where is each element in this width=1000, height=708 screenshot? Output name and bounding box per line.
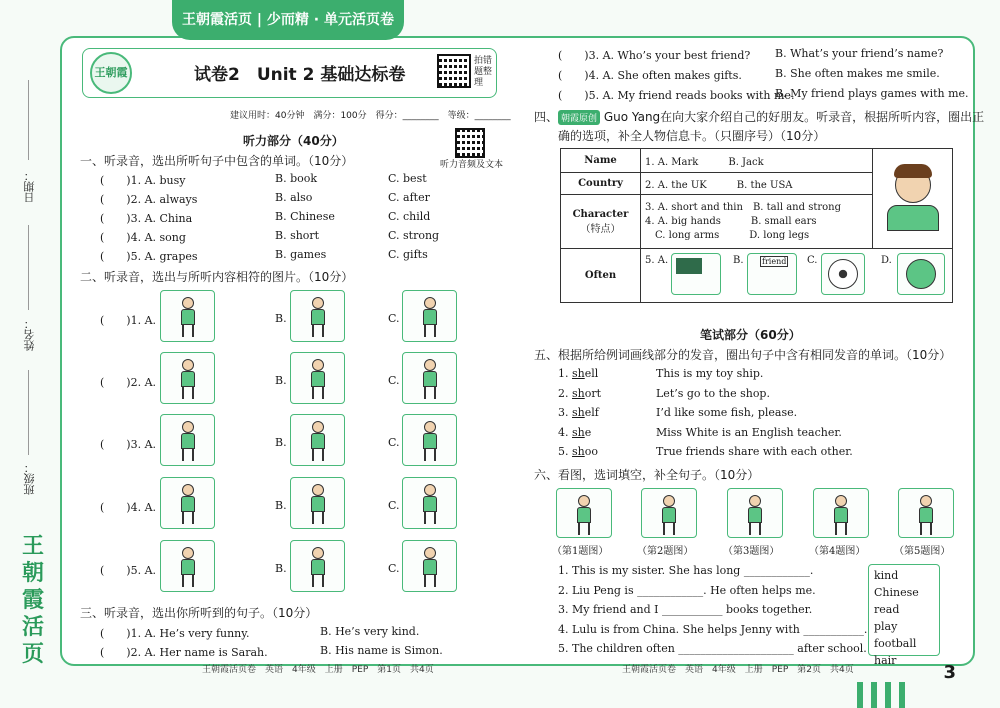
s1-q5-a[interactable]: ( )5. A. grapes: [100, 250, 198, 263]
country-options[interactable]: 2. A. the UK B. the USA: [641, 173, 873, 195]
s6-sentence-1[interactable]: 1. This is my sister. She has long ____________.: [558, 564, 814, 577]
word-hair[interactable]: hair: [874, 654, 897, 667]
qr-code-icon[interactable]: [437, 54, 471, 88]
name-options[interactable]: 1. A. Mark B. Jack: [641, 149, 873, 173]
child-figure-icon: [181, 359, 195, 399]
s2-q1-label-c: C.: [388, 312, 400, 325]
child-figure-icon: [919, 495, 933, 535]
s3-q2-b[interactable]: B. His name is Simon.: [320, 644, 443, 657]
decorative-stripes: [857, 682, 917, 708]
s2-q4-picture-b[interactable]: [290, 477, 345, 529]
s6-sentence-5[interactable]: 5. The children often _____________________ after school.: [558, 642, 867, 655]
s1-q2-c[interactable]: C. after: [388, 191, 430, 204]
child-figure-icon: [311, 297, 325, 337]
s2-q2-label-a: ( )2. A.: [100, 376, 157, 389]
s3-q4-a[interactable]: ( )4. A. She often makes gifts.: [558, 69, 742, 82]
football-icon: [828, 259, 858, 289]
s2-q1-picture-b[interactable]: [290, 290, 345, 342]
child-figure-icon: [181, 484, 195, 524]
s5-sentence-4[interactable]: Miss White is an English teacher.: [656, 425, 842, 439]
s2-q4-label-b: B.: [275, 499, 287, 512]
s1-q4-a[interactable]: ( )4. A. song: [100, 231, 186, 244]
side-class-line: [28, 370, 29, 455]
s3-q5-a[interactable]: ( )5. A. My friend reads books with me.: [558, 89, 795, 102]
footer-right: 王朝霞活页卷 英语 4年级 上册 PEP 第2页 共4页: [622, 665, 854, 675]
s2-q5-picture-a[interactable]: [160, 540, 215, 592]
word-play-football[interactable]: play football: [874, 620, 917, 650]
side-name-line: [28, 225, 29, 310]
often-a-picture[interactable]: [671, 253, 721, 295]
often-b-picture[interactable]: friend: [747, 253, 797, 295]
s6-picture-1: [556, 488, 612, 538]
side-date-line: [28, 80, 29, 160]
side-class-label: 班级：: [23, 462, 36, 495]
s5-sentence-5[interactable]: True friends share with each other.: [656, 445, 853, 458]
section3-heading: 三、听录音，选出你所听到的句子。（10分）: [80, 606, 318, 620]
s3-q2-a[interactable]: ( )2. A. Her name is Sarah.: [100, 646, 268, 659]
s2-q5-label-c: C.: [388, 562, 400, 575]
s1-q3-c[interactable]: C. child: [388, 210, 431, 223]
child-figure-icon: [181, 297, 195, 337]
section4-text: Guo Yang在向大家介绍自己的好朋友。听录音，根据所听内容，圈出正: [603, 110, 985, 124]
s6-caption-4: （第4题图）: [809, 546, 866, 557]
boy-portrait: [873, 149, 953, 249]
child-figure-icon: [423, 297, 437, 337]
s2-q3-picture-b[interactable]: [290, 414, 345, 466]
s3-q5-b[interactable]: B. My friend plays games with me.: [775, 87, 969, 100]
s2-q2-label-b: B.: [275, 374, 287, 387]
often-d-label: D.: [881, 255, 892, 266]
word-read[interactable]: read: [874, 603, 900, 616]
exam-meta: 建议用时：40分钟 满分：100分 得分：________ 等级：________: [230, 111, 511, 121]
s6-sentence-4[interactable]: 4. Lulu is from China. She helps Jenny with ___________.: [558, 622, 868, 636]
basketball-icon: [906, 259, 936, 289]
page-number: 3: [943, 662, 956, 683]
s1-q1-b[interactable]: B. book: [275, 172, 318, 185]
s2-q3-label-b: B.: [275, 436, 287, 449]
name-label: Name: [561, 149, 641, 173]
s1-q1-a[interactable]: ( )1. A. busy: [100, 174, 186, 187]
s2-q2-label-c: C.: [388, 374, 400, 387]
section1-heading: 一、听录音，选出所听句子中包含的单词。（10分）: [80, 154, 354, 168]
qr-note-top: 拍错 题整 理: [474, 56, 493, 88]
s2-q1-label-a: ( )1. A.: [100, 314, 157, 327]
s3-q1-b[interactable]: B. He’s very kind.: [320, 625, 420, 638]
section6-heading: 六、看图，选词填空，补全句子。（10分）: [534, 468, 760, 482]
often-d-picture[interactable]: [897, 253, 945, 295]
page-title: 试卷2 Unit 2 基础达标卷: [194, 65, 406, 85]
s2-q5-label-b: B.: [275, 562, 287, 575]
child-figure-icon: [748, 495, 762, 535]
audio-qr-code-icon[interactable]: [455, 128, 485, 158]
s6-picture-4: [813, 488, 869, 538]
character-label: Character （特点）: [561, 195, 641, 249]
child-figure-icon: [423, 547, 437, 587]
s2-q5-label-a: ( )5. A.: [100, 564, 157, 577]
s2-q1-picture-a[interactable]: [160, 290, 215, 342]
s6-caption-1: （第1题图）: [552, 546, 609, 557]
s2-q3-label-c: C.: [388, 436, 400, 449]
listening-title: 听力部分（40分）: [243, 134, 344, 148]
character-options[interactable]: 3. A. short and thin B. tall and strong 4. A. big hands B. small ears C. long arms D. long legs: [641, 195, 873, 249]
country-label: Country: [561, 173, 641, 195]
s3-q3-b[interactable]: B. What’s your friend’s name?: [775, 47, 944, 60]
often-c-label: C.: [807, 255, 818, 266]
brand-logo: 王朝霞: [90, 52, 132, 94]
often-a-label: 5. A.: [645, 255, 669, 266]
child-figure-icon: [834, 495, 848, 535]
word-bank: [868, 564, 940, 667]
child-figure-icon: [423, 421, 437, 461]
s1-q4-c[interactable]: C. strong: [388, 229, 440, 242]
child-figure-icon: [311, 359, 325, 399]
s3-q4-b[interactable]: B. She often makes me smile.: [775, 67, 940, 80]
s2-q2-picture-c[interactable]: [402, 352, 457, 404]
section2-heading: 二、听录音，选出与所听内容相符的图片。（10分）: [80, 270, 354, 284]
brand-vertical: 王朝霞活页: [22, 533, 45, 667]
child-figure-icon: [311, 484, 325, 524]
child-figure-icon: [423, 484, 437, 524]
word-kind[interactable]: kind: [874, 569, 899, 582]
s5-sentence-3[interactable]: I’d like some fish, please.: [656, 406, 798, 419]
s1-q3-b[interactable]: B. Chinese: [275, 210, 335, 223]
s2-q3-picture-c[interactable]: [402, 414, 457, 466]
s1-q1-c[interactable]: C. best: [388, 172, 427, 185]
s6-sentence-2[interactable]: 2. Liu Peng is ____________. He often helps me.: [558, 583, 816, 597]
section4-heading-line1: [534, 108, 984, 125]
s6-picture-5: [898, 488, 954, 538]
often-label: Often: [561, 249, 641, 303]
child-figure-icon: [181, 421, 195, 461]
child-figure-icon: [577, 495, 591, 535]
often-options[interactable]: [641, 249, 953, 303]
s2-q3-picture-a[interactable]: [160, 414, 215, 466]
often-b-label: B.: [733, 255, 744, 266]
s6-caption-2: （第2题图）: [637, 546, 694, 557]
often-c-picture[interactable]: [821, 253, 865, 295]
child-figure-icon: [423, 359, 437, 399]
child-figure-icon: [311, 547, 325, 587]
s6-caption-3: （第3题图）: [723, 546, 780, 557]
s3-q3-a[interactable]: ( )3. A. Who’s your best friend?: [558, 49, 751, 62]
s5-word-1: 1. shell: [558, 367, 599, 380]
s2-q4-picture-c[interactable]: [402, 477, 457, 529]
s1-q3-a[interactable]: ( )3. A. China: [100, 212, 193, 225]
s2-q1-picture-c[interactable]: [402, 290, 457, 342]
s5-word-5: 5. shoo: [558, 445, 598, 458]
s6-picture-2: [641, 488, 697, 538]
s2-q4-label-c: C.: [388, 499, 400, 512]
s2-q3-label-a: ( )3. A.: [100, 438, 157, 451]
audio-qr-note: 听力音频及文本: [440, 160, 504, 170]
section4-heading-line2: 确的选项，补全人物信息卡。（只圈序号）（10分）: [558, 129, 826, 143]
s1-q5-b[interactable]: B. games: [275, 248, 327, 261]
s6-sentence-3[interactable]: 3. My friend and I ___________ books together.: [558, 603, 813, 616]
s5-sentence-1[interactable]: This is my toy ship.: [656, 367, 764, 380]
s1-q5-c[interactable]: C. gifts: [388, 248, 428, 261]
child-figure-icon: [181, 547, 195, 587]
s6-picture-3: [727, 488, 783, 538]
s5-word-3: 3. shelf: [558, 406, 599, 419]
s2-q5-picture-c[interactable]: [402, 540, 457, 592]
s1-q2-a[interactable]: ( )2. A. always: [100, 193, 198, 206]
section4-number: 四、: [534, 110, 559, 124]
word-chinese[interactable]: Chinese: [874, 586, 919, 599]
footer-left: 王朝霞活页卷 英语 4年级 上册 PEP 第1页 共4页: [202, 665, 434, 675]
s2-q5-picture-b[interactable]: [290, 540, 345, 592]
s2-q2-picture-b[interactable]: [290, 352, 345, 404]
section5-heading: 五、根据所给例词画线部分的发音，圈出句子中含有相同发音的单词。（10分）: [534, 348, 952, 362]
side-date-label: 日期：: [23, 170, 36, 203]
s5-sentence-2[interactable]: Let’s go to the shop.: [656, 386, 770, 400]
s2-q1-label-b: B.: [275, 312, 287, 325]
s2-q4-label-a: ( )4. A.: [100, 501, 157, 514]
s5-word-2: 2. short: [558, 386, 602, 400]
writing-title: 笔试部分（60分）: [700, 328, 801, 342]
s2-q4-picture-a[interactable]: [160, 477, 215, 529]
child-figure-icon: [311, 421, 325, 461]
child-figure-icon: [662, 495, 676, 535]
s6-caption-5: （第5题图）: [894, 546, 951, 557]
original-tag: 朝霞原创: [558, 110, 600, 125]
s2-q2-picture-a[interactable]: [160, 352, 215, 404]
s1-q2-b[interactable]: B. also: [275, 191, 313, 204]
info-card-table: [560, 148, 953, 303]
s1-q4-b[interactable]: B. short: [275, 229, 320, 242]
side-name-label: 姓名：: [23, 318, 36, 351]
series-banner: 王朝霞活页 | 少而精 · 单元活页卷: [172, 0, 404, 40]
s3-q1-a[interactable]: ( )1. A. He’s very funny.: [100, 627, 250, 640]
s5-word-4: 4. she: [558, 425, 592, 439]
